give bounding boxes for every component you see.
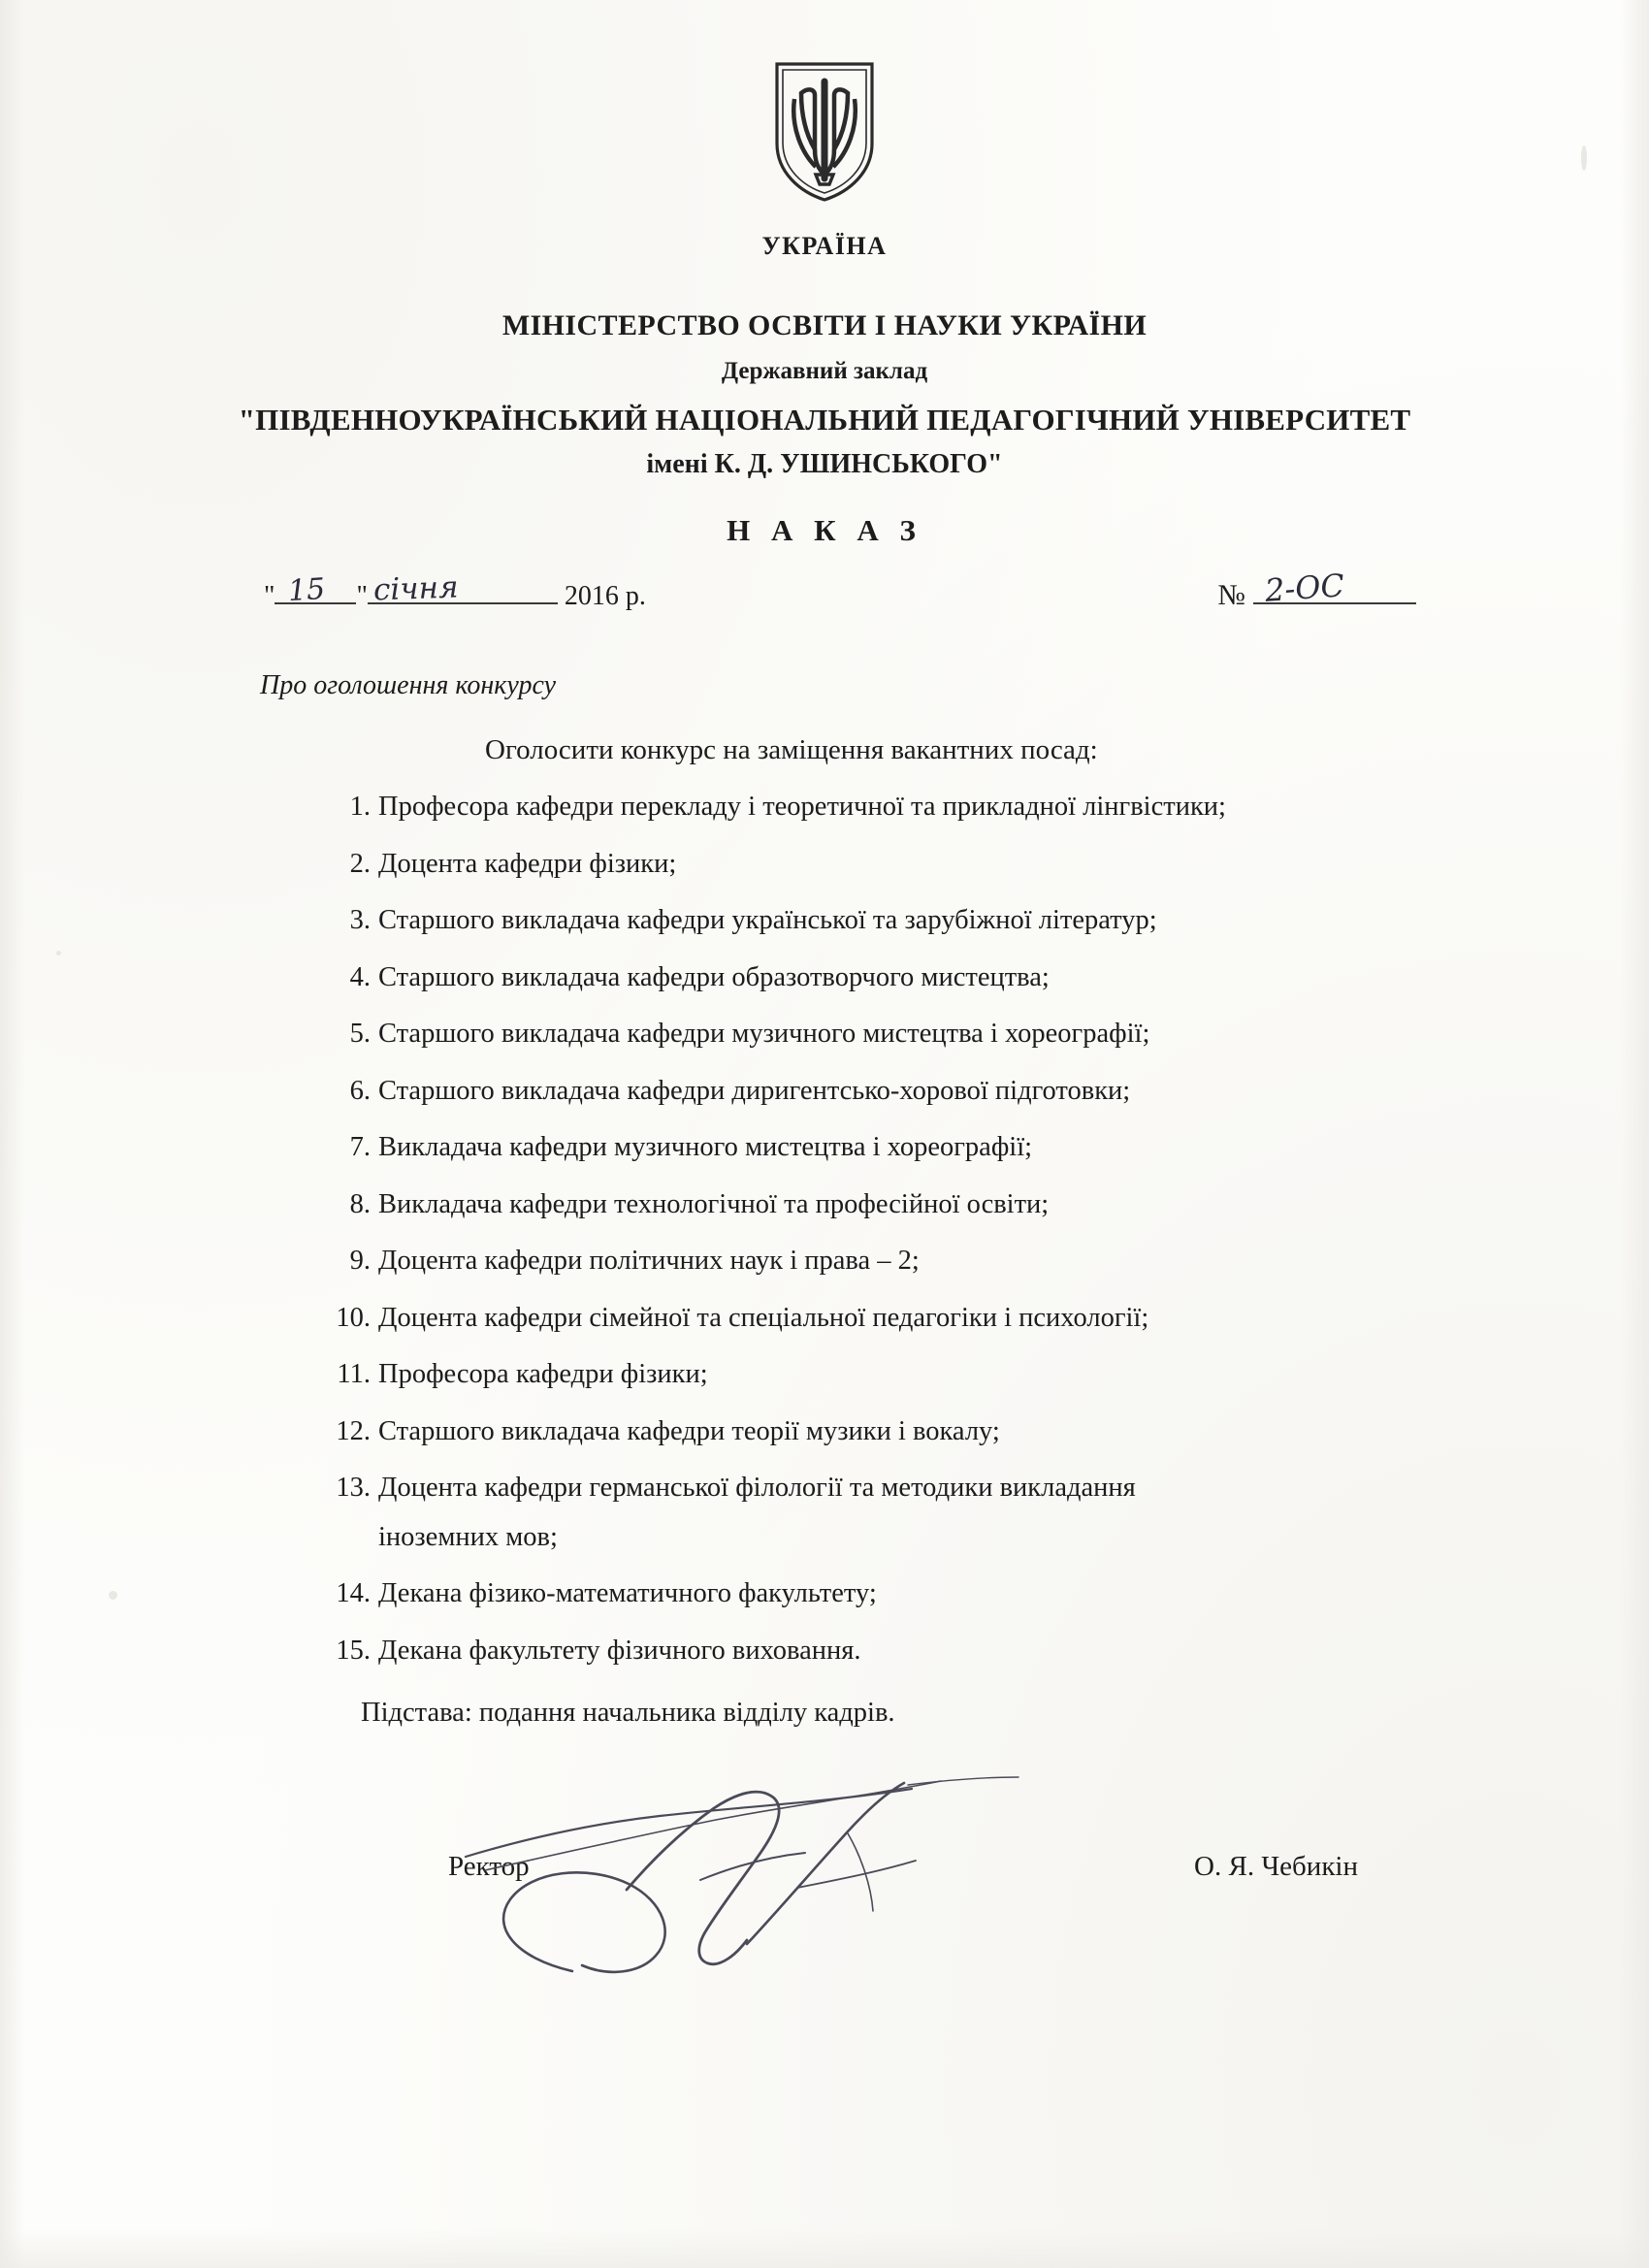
list-item-number: 1.: [349, 792, 371, 822]
list-item: [0, 1580, 1649, 1608]
list-item: [0, 961, 1649, 992]
list-item-number: 9.: [349, 1246, 371, 1276]
list-item: [0, 1637, 1649, 1666]
list-item-number: 2.: [349, 848, 371, 879]
list-item-number: 7.: [349, 1132, 371, 1162]
date-and-number-row: [0, 567, 1649, 645]
list-item-number: 15.: [336, 1635, 371, 1666]
list-item-text: Декана фізико-математичного факультету;: [378, 1578, 877, 1608]
vacancy-list: [0, 794, 1649, 1665]
month-handwritten-value: січня: [372, 569, 459, 608]
handwritten-signature: [456, 1764, 1154, 1987]
list-item-text: Старшого викладача кафедри образотворчого мистецтва;: [378, 961, 1050, 992]
number-handwritten-value: 2-ОС: [1263, 567, 1346, 609]
list-item-text: Професора кафедри перекладу і теоретичної та прикладної лінгвістики;: [378, 792, 1226, 822]
number-blank-field[interactable]: [1253, 567, 1416, 609]
list-item-text: Старшого викладача кафедри музичного мистецтва і хореографії;: [378, 1019, 1150, 1049]
signature-row: [0, 1822, 1649, 1938]
list-item-number: 12.: [336, 1415, 371, 1446]
ukraine-coat-of-arms-tryzub-icon: [0, 60, 1649, 209]
list-item-text: Викладача кафедри музичного мистецтва і хореографії;: [378, 1132, 1033, 1162]
list-item-text: Старшого викладача кафедри української та зарубіжної літератур;: [378, 905, 1157, 935]
university-name-line2: імені К. Д. УШИНСЬКОГО": [646, 449, 1003, 479]
list-item-number: 14.: [336, 1578, 371, 1608]
list-item: [0, 794, 1649, 822]
list-item-text: Старшого викладача кафедри диригентсько-хорової підготовки;: [378, 1075, 1131, 1106]
list-item: [0, 1302, 1649, 1333]
list-item-number: 8.: [349, 1188, 371, 1219]
ministry-title: МІНІСТЕРСТВО ОСВІТИ І НАУКИ УКРАЇНИ: [501, 309, 1148, 341]
list-item-text: Доцента кафедри фізики;: [378, 848, 677, 879]
list-item-text: Доцента кафедри політичних наук і права – 2;: [378, 1246, 920, 1276]
list-item-text: Старшого викладача кафедри теорії музики і вокалу;: [378, 1415, 1000, 1446]
list-item-text: Доцента кафедри сімейної та спеціальної педагогіки і психології;: [378, 1302, 1149, 1333]
day-blank-field[interactable]: [275, 571, 356, 609]
list-item-number: 5.: [349, 1019, 371, 1049]
list-item-number: 11.: [337, 1359, 371, 1389]
list-item-number: 10.: [336, 1302, 371, 1333]
list-item: [0, 1188, 1649, 1219]
month-blank-field[interactable]: [368, 569, 558, 608]
number-symbol: №: [1217, 579, 1245, 611]
list-item-text: Професора кафедри фізики;: [378, 1359, 708, 1389]
list-item-number: 3.: [349, 905, 371, 935]
list-item-number: 6.: [349, 1075, 371, 1106]
country-title: УКРАЇНА: [761, 232, 888, 260]
list-item-number: 13.: [336, 1473, 371, 1503]
list-item: [0, 1075, 1649, 1106]
list-item: [0, 907, 1649, 935]
list-item: [0, 1247, 1649, 1276]
list-item-text: Доцента кафедри германської філології та методики викладання: [378, 1473, 1136, 1503]
list-item: [0, 1474, 1649, 1551]
order-number-block: [1217, 567, 1416, 612]
list-item: [0, 1361, 1649, 1389]
list-item: [0, 1415, 1649, 1446]
document-type-heading: Н А К А З: [727, 513, 922, 547]
list-item-text: Викладача кафедри технологічної та професійної освіти;: [378, 1188, 1050, 1219]
year-label: 2016 р.: [564, 581, 646, 611]
basis-note: Підстава: подання начальника відділу кадрів.: [361, 1698, 895, 1728]
day-handwritten-value: 15: [287, 571, 327, 609]
list-item-text-continuation: іноземних мов;: [378, 1521, 558, 1552]
rector-label: Ректор: [448, 1851, 530, 1882]
scan-edge-bottom: [0, 2229, 1649, 2268]
university-name-line1: "ПІВДЕННОУКРАЇНСЬКИЙ НАЦІОНАЛЬНИЙ ПЕДАГОГІЧНИЙ УНІВЕРСИТЕТ: [238, 403, 1411, 437]
quote-open: ": [264, 581, 275, 611]
establishment-type: Державний заклад: [721, 358, 928, 384]
order-lead-text: Оголосити конкурс на заміщення вакантних посад:: [485, 734, 1098, 765]
list-item: [0, 1021, 1649, 1049]
list-item-text: Декана факультету фізичного виховання.: [378, 1635, 861, 1666]
list-item: [0, 848, 1649, 879]
quote-close: ": [356, 581, 368, 611]
list-item: [0, 1134, 1649, 1162]
list-item-number: 4.: [349, 961, 371, 992]
document-subject: Про оголошення конкурсу: [260, 670, 557, 700]
date-block: [264, 569, 646, 612]
rector-name: О. Я. Чебикін: [1194, 1851, 1358, 1882]
